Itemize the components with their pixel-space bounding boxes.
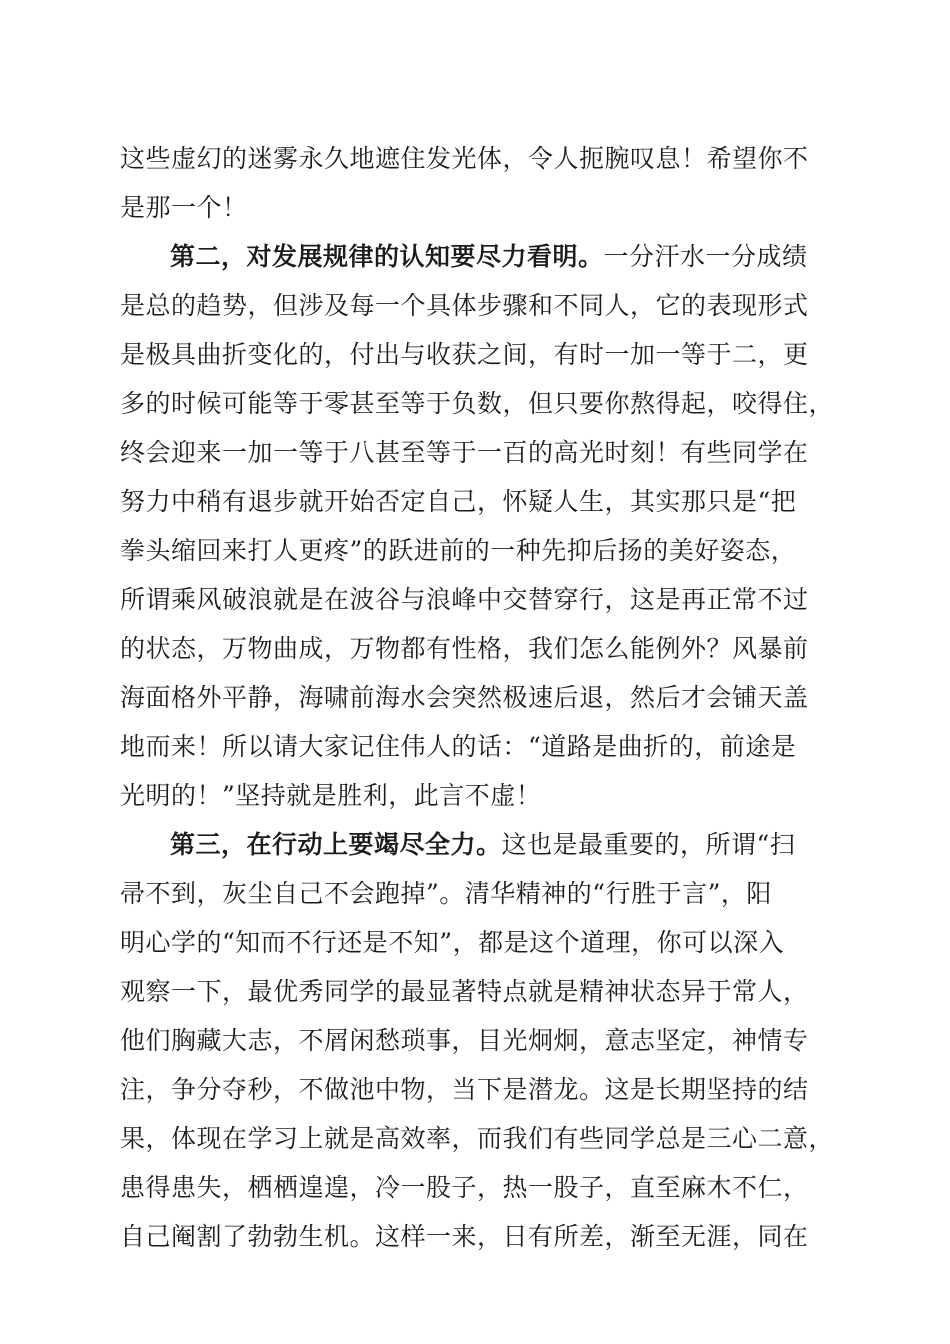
paragraph-3-line: 果，体现在学习上就是高效率，而我们有些同学总是三心二意，: [120, 1124, 835, 1153]
paragraph-2-line: 所谓乘风破浪就是在波谷与浪峰中交替穿行，这是再正常不过: [120, 585, 809, 614]
paragraph-3-heading: 第三，在行动上要竭尽全力。: [170, 830, 502, 859]
paragraph-3-line: 自己阉割了勃勃生机。这样一来，日有所差，渐至无涯，同在: [120, 1222, 809, 1251]
paragraph-2-line: 是极具曲折变化的，付出与收获之间，有时一加一等于二，更: [120, 340, 809, 369]
paragraph-2-line: 努力中稍有退步就开始否定自己，怀疑人生，其实那只是“把: [120, 487, 797, 516]
paragraph-2-line: 多的时候可能等于零甚至等于负数，但只要你熬得起，咬得住，: [120, 389, 835, 418]
paragraph-2-line: 地而来！所以请大家记住伟人的话：“道路是曲折的，前途是: [120, 732, 797, 761]
paragraph-3-line: 注，争分夺秒，不做池中物，当下是潜龙。这是长期坚持的结: [120, 1075, 809, 1104]
paragraph-3-line: 帚不到，灰尘自己不会跑掉”。清华精神的“行胜于言”，阳: [120, 879, 772, 908]
paragraph-2-heading: 第二，对发展规律的认知要尽力看明。: [170, 242, 604, 271]
paragraph-3-line: 明心学的“知而不行还是不知”，都是这个道理，你可以深入: [120, 928, 785, 957]
paragraph-2-line: 海面格外平静，海啸前海水会突然极速后退，然后才会铺天盖: [120, 683, 809, 712]
paragraph-3-first-line-rest: 这也是最重要的，所谓“扫: [501, 830, 796, 859]
paragraph-3-line: 患得患失，栖栖遑遑，冷一股子，热一股子，直至麻木不仁，: [120, 1173, 809, 1202]
paragraph-2-first-line-rest: 一分汗水一分成绩: [603, 242, 808, 271]
paragraph-2-line: 的状态，万物曲成，万物都有性格，我们怎么能例外？风暴前: [120, 634, 809, 663]
paragraph-3-line: 观察一下，最优秀同学的最显著特点就是精神状态异于常人，: [120, 977, 809, 1006]
paragraph-2-line: 光明的！”坚持就是胜利，此言不虚！: [120, 781, 542, 810]
paragraph-3-line: 他们胸藏大志，不屑闲愁琐事，目光炯炯，意志坚定，神情专: [120, 1026, 809, 1055]
paragraph-2-line: 拳头缩回来打人更疼”的跃进前的一种先抑后扬的美好姿态，: [120, 536, 797, 565]
paragraph-2-line: 终会迎来一加一等于八甚至等于一百的高光时刻！有些同学在: [120, 438, 809, 467]
paragraph-2-line: 是总的趋势，但涉及每一个具体步骤和不同人，它的表现形式: [120, 291, 809, 320]
paragraph-3-first-line: [170, 825, 795, 865]
paragraph-1-line-2: 是那一个！: [120, 193, 248, 222]
paragraph-1-line-1: 这些虚幻的迷雾永久地遮住发光体，令人扼腕叹息！希望你不: [120, 144, 809, 173]
paragraph-2-first-line: [170, 237, 808, 277]
